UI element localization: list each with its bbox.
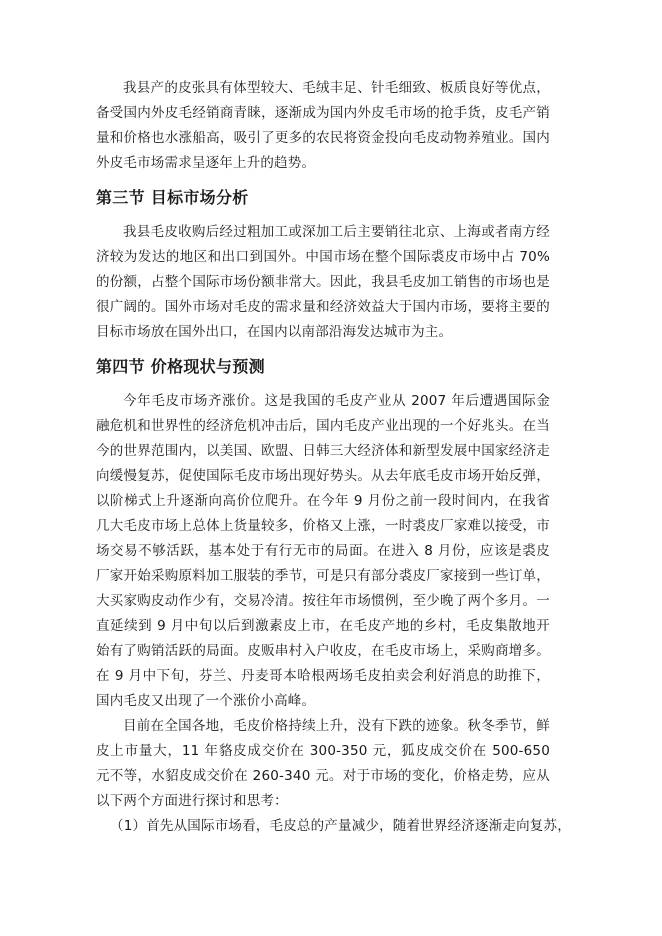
- document-page: [96, 76, 571, 839]
- section3-paragraph: 我县毛皮收购后经过粗加工或深加工后主要销往北京、上海或者南方经济较为发达的地区和出口到国外。中国市场在整个国际裘皮市场中占 70%的份额，占整个国际市场份额非常大。因此，我县毛皮加工销售的市场也是很广阔的。国外市场对毛皮的需求量和经济效益大于国内市场，要将主要的目标市场放在国外出口，在国内以南部沿海发达城市为主。: [96, 224, 550, 340]
- section4-paragraph-2: 目前在全国各地，毛皮价格持续上升，没有下跌的迹象。秋冬季节，鲜皮上市量大，11 年貉皮成交价在 300-350 元，狐皮成交价在 500-650 元不等，水貂皮成交价在 260-340 元。对于市场的变化，价格走势，应从以下两个方面进行探讨和思考：: [96, 718, 550, 809]
- section3-title: 第三节 目标市场分析: [96, 188, 249, 207]
- section4-title: 第四节 价格现状与预测: [96, 357, 265, 376]
- section4-paragraph-1: 今年毛皮市场齐涨价。这是我国的毛皮产业从 2007 年后遭遇国际金融危机和世界性的经济危机冲击后，国内毛皮产业出现的一个好兆头。在当今的世界范围内，以美国、欧盟、日韩三大经济体和新型发展中国家经济走向缓慢复苏，促使国际毛皮市场出现好势头。从去年底毛皮市场开始反弹，以阶梯式上升逐渐向高价位爬升。在今年 9 月份之前一段时间内，在我省几大毛皮市场上总体上货量较多，价格又上涨，一时裘皮厂家难以接受，市场交易不够活跃，基本处于有行无市的局面。在进入 8 月份，应该是裘皮厂家开始采购原料加工服装的季节，可是只有部分裘皮厂家接到一些订单，大买家购皮动作少有，交易冷清。按往年市场惯例，至少晚了两个多月。一直延续到 9 月中旬以后到激素皮上市，在毛皮产地的乡村，毛皮集散地开始有了购销活跃的局面。皮贩串村入户收皮，在毛皮市场上，采购商增多。在 9 月中下旬，芬兰、丹麦哥本哈根两场毛皮拍卖会利好消息的助推下，国内毛皮又出现了一个涨价小高峰。: [96, 393, 550, 709]
- section4-list-item-1: （1）首先从国际市场看，毛皮总的产量减少，随着世界经济逐渐走向复苏，: [110, 818, 571, 834]
- intro-paragraph: 我县产的皮张具有体型较大、毛绒丰足、针毛细致、板质良好等优点，备受国内外皮毛经销商青睐，逐渐成为国内外皮毛市场的抢手货，皮毛产销量和价格也水涨船高，吸引了更多的农民将资金投向毛皮动物养殖业。国内外皮毛市场需求呈逐年上升的趋势。: [96, 80, 550, 171]
